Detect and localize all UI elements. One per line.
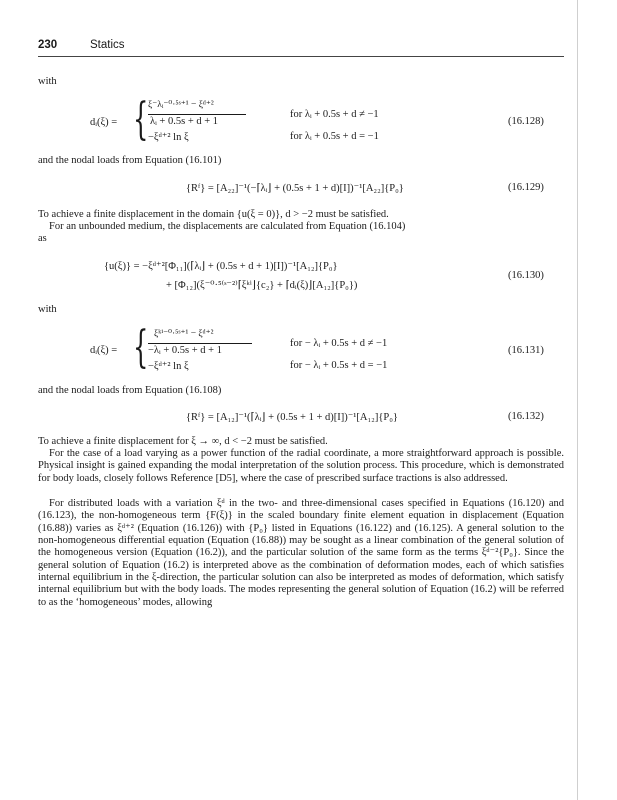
unbounded-text-line-1: For an unbounded medium, the displacements are calculated from Equation (16.104) xyxy=(49,221,406,232)
body-paragraph-1: For the case of a load varying as a power function of the radial coordinate, a more straightforward approach is possible. Physical insight is gained expanding the modal interpretation of the solution process. This procedure, which is demonstrated for body loads, closely follows Reference [D5], where the case of prescribed surface tractions is also addressed. xyxy=(38,448,564,484)
eq16131-lhs: dᵢ(ξ) = xyxy=(90,345,118,356)
nodal-loads-text-2: and the nodal loads from Equation (16.108) xyxy=(38,385,222,396)
eq16131-case2-expression: −ξᵈ⁺² ln ξ xyxy=(148,361,189,372)
book-page xyxy=(38,0,564,800)
eq16130-line-2: + [Φ₁₂](ξ⁻⁰·⁵⁽ˢ⁻²⁾⌈ξᵏⁱ⌋{c₂} + ⌈dᵢ(ξ)⌋[A₁₂]{P₀}) xyxy=(166,280,358,291)
eq16131-case1-denominator: −λᵢ + 0.5s + d + 1 xyxy=(148,345,222,356)
eq16128-case1-denominator: λᵢ + 0.5s + d + 1 xyxy=(150,116,219,127)
eq16132-expression: {Rᶠ} = [A₁₂]⁻¹(⌈λᵢ⌋ + (0.5s + 1 + d)[I])⁻¹[A₁₂]{P₀} xyxy=(186,412,398,423)
eq16128-case1-condition: for λᵢ + 0.5s + d ≠ −1 xyxy=(290,109,379,120)
nodal-loads-text-1: and the nodal loads from Equation (16.101) xyxy=(38,155,222,166)
section-title: Statics xyxy=(90,39,125,51)
eq16131-case1-numerator: ξᵏⁱ⁻⁰·⁵ˢ⁺¹ − ξᵈ⁺² xyxy=(154,329,214,339)
eq16132-number: (16.132) xyxy=(508,411,544,422)
eq16128-number: (16.128) xyxy=(508,116,544,127)
body-paragraph-2: For distributed loads with a variation ξᵈ in the two- and three-dimensional cases specified in Equations (16.120) and (16.123), the non-homogeneous term {F(ξ)} in the scaled boundary finite element equation in displacement (Equation (16.88)) varies as ξᵈ⁺² (Equation (16.126)) with {P₀} listed in Equations (16.122) and (16.125). A general solution to the non-homogeneous differential equation (Equation (16.88)) may be sought as a linear combination of the general solution of the homogeneous version (Equation (16.2)), and the particular solution of the same form as the terms ξᵈ⁻²{P₀}. Since the general solution of Equation (16.2) is interpreted above as the combination of deformation modes, each of which satisfies internal equilibrium in the ξ-direction, the particular solution can also be interpreted as modes of deformation, which satisfy internal equilibrium but with the body loads. The modes representing the general solution of Equation (16.2) will be referred to as the ‘homogeneous’ modes, allowing xyxy=(38,498,564,608)
header-rule xyxy=(38,56,564,57)
unbounded-text-line-2: as xyxy=(38,233,47,244)
with-text-2: with xyxy=(38,304,57,315)
finite-displacement-text-1: To achieve a finite displacement in the domain {u(ξ = 0)}, d > −2 must be satisfied. xyxy=(38,209,389,220)
page-edge-rule xyxy=(577,0,578,800)
eq16128-case1-numerator: ξ⁻λᵢ⁻⁰·⁵ˢ⁺¹ − ξᵈ⁺² xyxy=(148,100,214,110)
eq16130-line-1: {u(ξ)} = −ξᵈ⁺²[Φ₁₁](⌈λᵢ⌋ + (0.5s + d + 1)[I])⁻¹[A₁₂]{P₀} xyxy=(104,261,338,272)
eq16129-expression: {Rᶠ} = [A₂₂]⁻¹(−⌈λᵢ⌋ + (0.5s + 1 + d)[I])⁻¹[A₂₂]{P₀} xyxy=(186,183,404,194)
eq16131-number: (16.131) xyxy=(508,345,544,356)
finite-displacement-text-2: To achieve a finite displacement for ξ → ∞, d < −2 must be satisfied. xyxy=(38,436,328,447)
eq16128-brace: { xyxy=(133,94,149,145)
eq16128-case2-condition: for λᵢ + 0.5s + d = −1 xyxy=(290,131,379,142)
eq16128-case2-expression: −ξᵈ⁺² ln ξ xyxy=(148,132,189,143)
eq16130-number: (16.130) xyxy=(508,270,544,281)
eq16131-case2-condition: for − λᵢ + 0.5s + d = −1 xyxy=(290,360,388,371)
eq16128-fraction-bar xyxy=(148,114,246,115)
page-number: 230 xyxy=(38,39,58,51)
eq16131-fraction-bar xyxy=(148,343,252,344)
eq16129-number: (16.129) xyxy=(508,182,544,193)
eq16128-lhs: dᵢ(ξ) = xyxy=(90,117,118,128)
running-header xyxy=(38,39,564,55)
with-text-1: with xyxy=(38,76,57,87)
eq16131-brace: { xyxy=(133,322,149,373)
eq16131-case1-condition: for − λᵢ + 0.5s + d ≠ −1 xyxy=(290,338,388,349)
